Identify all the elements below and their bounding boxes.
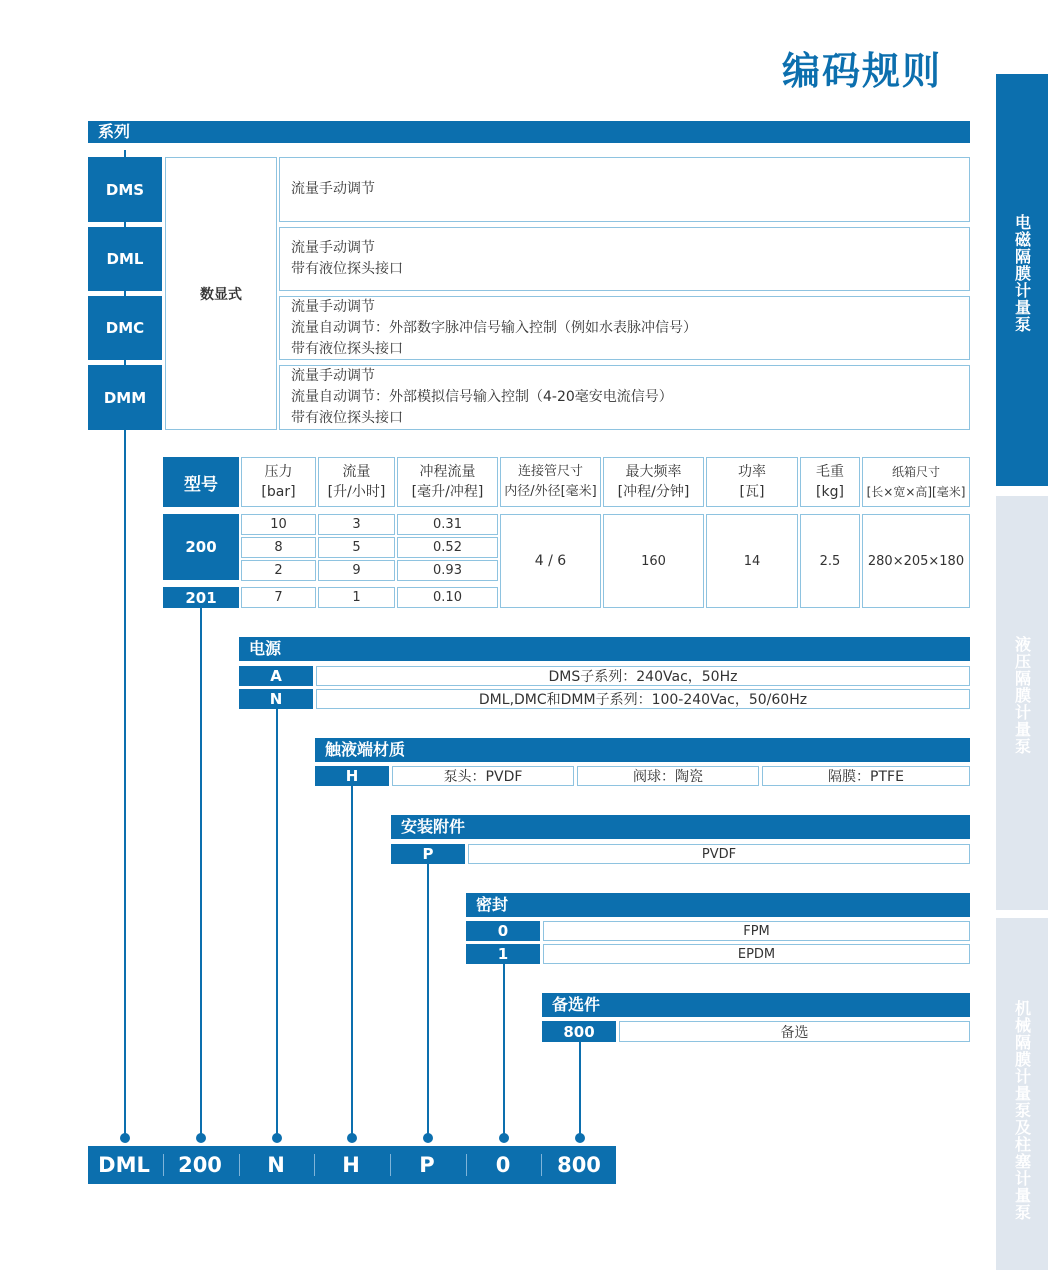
col-header-line: 毛重 [816,464,844,480]
cell-weight: 2.5 [800,514,860,608]
power-code-a: A [239,666,313,686]
series-code-dml: DML [88,227,162,291]
sidebar-tab-label: 电磁隔膜计量泵 [1012,214,1032,333]
col-header-line: [升/小时] [327,484,386,500]
model-code-201: 201 [163,587,239,608]
cell-stroke-flow: 0.52 [397,537,498,558]
cell-pressure: 2 [241,560,316,581]
connector-spare [579,1042,581,1140]
connector-dot [272,1133,282,1143]
desc-line: 带有液位探头接口 [291,340,403,357]
col-header-line: 功率 [738,464,766,480]
code-model: 200 [178,1153,222,1177]
series-desc-dms [279,157,970,222]
col-header-line: [bar] [261,484,296,500]
col-header-line: [毫升/冲程] [411,484,484,500]
seal-code-1: 1 [466,944,540,964]
col-header-stroke-flow [397,457,498,507]
series-desc-dmc [279,296,970,360]
code-spare: 800 [557,1153,601,1177]
connector-dot [196,1133,206,1143]
code-series: DML [98,1153,150,1177]
model-header: 型号 [163,457,239,507]
series-code-dms: DMS [88,157,162,222]
power-desc-n: DML,DMC和DMM子系列：100-240Vac，50/60Hz [316,689,970,709]
col-header-pressure [241,457,316,507]
desc-line: 流量手动调节 [291,368,375,384]
series-code-dmm: DMM [88,365,162,430]
col-header-line: 压力 [264,464,293,480]
connector-dot [423,1133,433,1143]
connector-material [351,786,353,1140]
col-header-line: [长×宽×高][毫米] [866,485,966,499]
cell-pressure: 10 [241,514,316,535]
power-code-n: N [239,689,313,709]
material-header: 触液端材质 [315,738,970,762]
accessory-header: 安装附件 [391,815,970,839]
col-header-power [706,457,798,507]
connector-power [276,700,278,1140]
cell-power: 14 [706,514,798,608]
series-desc-dml [279,227,970,291]
material-part-ball: 阀球：陶瓷 [577,766,759,786]
col-header-connection [500,457,601,507]
seal-code-0: 0 [466,921,540,941]
code-seal: 0 [495,1153,511,1177]
sidebar-tab-electromagnetic[interactable] [996,74,1048,486]
cell-connection: 4 / 6 [500,514,601,608]
cell-flow: 3 [318,514,395,535]
desc-line: 流量自动调节：外部数字脉冲信号输入控制（例如水表脉冲信号） [291,319,697,336]
col-header-carton [862,457,970,507]
connector-dot [120,1133,130,1143]
desc-line: 流量手动调节 [291,181,375,197]
connector-dot [499,1133,509,1143]
desc-line: 带有液位探头接口 [291,410,403,426]
series-group-label: 数显式 [165,157,277,430]
cell-carton: 280×205×180 [862,514,970,608]
col-header-max-freq [603,457,704,507]
model-code-200: 200 [163,514,239,580]
page-title: 编码规则 [781,49,942,93]
desc-line: 流量自动调节：外部模拟信号输入控制（4-20毫安电流信号） [291,389,673,405]
col-header-line: [瓦] [739,484,765,500]
col-header-flow [318,457,395,507]
accessory-code-p: P [391,844,465,864]
cell-max-freq: 160 [603,514,704,608]
connector-model [200,600,202,1140]
col-header-line: 冲程流量 [419,464,476,480]
accessory-desc: PVDF [468,844,970,864]
desc-line: 流量手动调节 [291,240,375,256]
series-code-dmc: DMC [88,296,162,360]
cell-stroke-flow: 0.31 [397,514,498,535]
code-power: N [267,1153,285,1177]
col-header-line: [冲程/分钟] [617,484,690,500]
sidebar-tab-label: 液压隔膜计量泵 [1012,636,1032,755]
sidebar-tab-label: 机械隔膜计量泵及柱塞计量泵 [1012,1000,1032,1221]
cell-stroke-flow: 0.10 [397,587,498,608]
power-desc-a: DMS子系列：240Vac，50Hz [316,666,970,686]
cell-stroke-flow: 0.93 [397,560,498,581]
material-part-diaphragm: 隔膜：PTFE [762,766,970,786]
desc-line: 流量手动调节 [291,298,375,315]
connector-seal [503,964,505,1140]
cell-flow: 5 [318,537,395,558]
spare-desc: 备选 [619,1021,970,1042]
spare-header: 备选件 [542,993,970,1017]
connector-dot [347,1133,357,1143]
cell-flow: 9 [318,560,395,581]
cell-pressure: 8 [241,537,316,558]
sidebar-tab-hydraulic[interactable] [996,496,1048,910]
seal-desc-0: FPM [543,921,970,941]
col-header-line: 纸箱尺寸 [891,465,940,479]
sidebar-tab-mechanical[interactable] [996,918,1048,1270]
col-header-line: [kg] [816,484,844,500]
col-header-line: 最大频率 [625,464,682,480]
col-header-weight [800,457,860,507]
material-part-head: 泵头：PVDF [392,766,574,786]
connector-dot [575,1133,585,1143]
seal-desc-1: EPDM [543,944,970,964]
desc-line: 带有液位探头接口 [291,261,403,277]
series-desc-dmm [279,365,970,430]
material-code-h: H [315,766,389,786]
seal-header: 密封 [466,893,970,917]
connector-accessory [427,864,429,1140]
code-accessory: P [419,1153,435,1177]
spare-code-800: 800 [542,1021,616,1042]
col-header-line: 连接管尺寸 [517,464,583,479]
cell-pressure: 7 [241,587,316,608]
series-header: 系列 [88,121,970,143]
col-header-line: 内径/外径[毫米] [504,484,597,499]
power-header: 电源 [239,637,970,661]
code-material: H [342,1153,360,1177]
col-header-line: 流量 [342,464,371,480]
cell-flow: 1 [318,587,395,608]
